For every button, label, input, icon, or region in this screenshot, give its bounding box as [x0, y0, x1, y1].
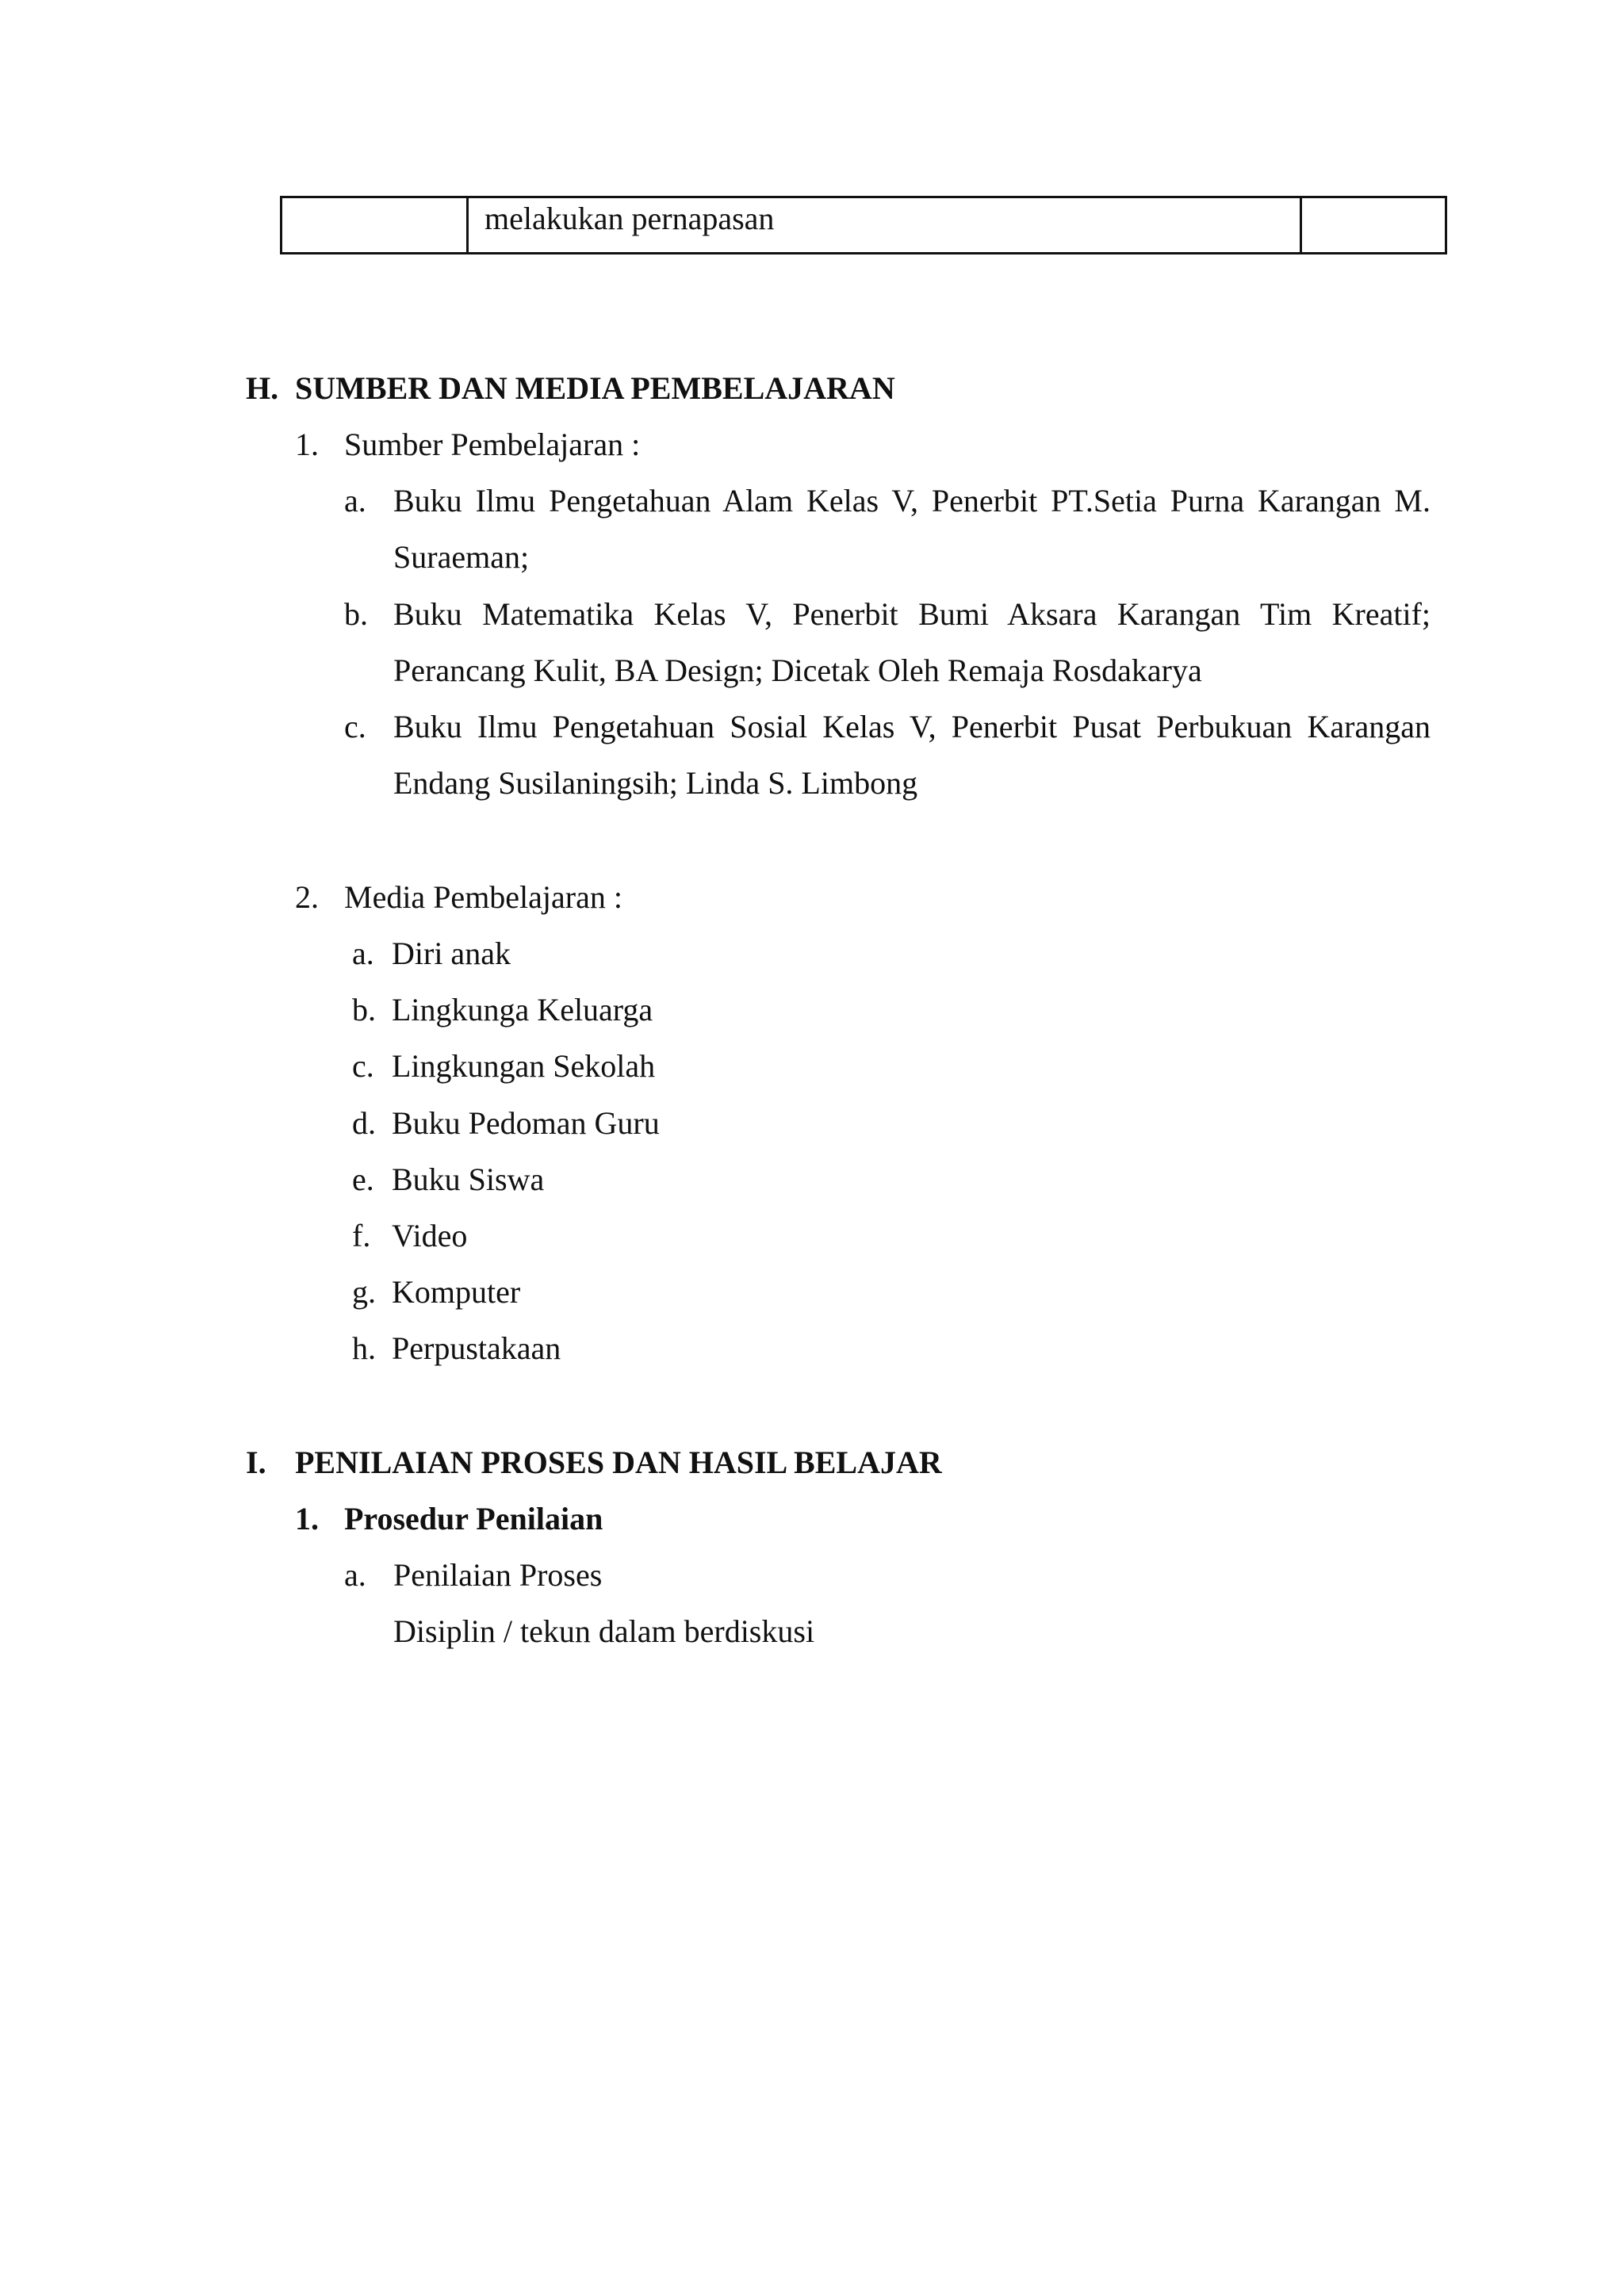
- media-item-letter: c.: [352, 1048, 374, 1084]
- sumber-item-a-line2: Suraeman;: [393, 539, 530, 575]
- sumber-label: Sumber Pembelajaran :: [344, 427, 641, 462]
- media-item-text: Buku Pedoman Guru: [392, 1105, 660, 1141]
- sumber-item-c-letter: c.: [344, 709, 366, 744]
- sumber-item-a-line1: Buku Ilmu Pengetahuan Alam Kelas V, Penerbit PT.Setia Purna Karangan M.: [393, 483, 1431, 519]
- sumber-item-a-letter: a.: [344, 483, 366, 519]
- media-item-text: Diri anak: [392, 936, 511, 971]
- penilaian-item-detail: Disiplin / tekun dalam berdiskusi: [393, 1613, 815, 1649]
- prosedur-number: 1.: [295, 1501, 319, 1536]
- table-fragment: [280, 196, 1447, 254]
- media-item-letter: d.: [352, 1105, 376, 1141]
- media-item-letter: b.: [352, 992, 376, 1027]
- section-i-title: PENILAIAN PROSES DAN HASIL BELAJAR: [295, 1445, 942, 1480]
- media-item-letter: e.: [352, 1161, 374, 1197]
- section-h-letter: H.: [246, 370, 279, 406]
- sumber-number: 1.: [295, 427, 319, 462]
- media-item-letter: h.: [352, 1330, 376, 1366]
- media-label: Media Pembelajaran :: [344, 879, 622, 915]
- penilaian-item-label: Penilaian Proses: [393, 1557, 603, 1593]
- media-item-letter: a.: [352, 936, 374, 971]
- section-i-letter: I.: [246, 1445, 266, 1480]
- media-item-text: Lingkunga Keluarga: [392, 992, 653, 1027]
- sumber-item-b-letter: b.: [344, 596, 368, 632]
- media-item-text: Video: [392, 1218, 468, 1253]
- media-item-text: Lingkungan Sekolah: [392, 1048, 656, 1084]
- table-cell-text: melakukan pernapasan: [485, 201, 775, 236]
- media-item-text: Buku Siswa: [392, 1161, 545, 1197]
- prosedur-label: Prosedur Penilaian: [344, 1501, 603, 1536]
- media-item-text: Komputer: [392, 1274, 521, 1310]
- penilaian-item-letter: a.: [344, 1557, 366, 1593]
- sumber-item-c-line2: Endang Susilaningsih; Linda S. Limbong: [393, 765, 918, 801]
- table-divider: [1300, 198, 1302, 252]
- sumber-item-b-line1: Buku Matematika Kelas V, Penerbit Bumi Aksara Karangan Tim Kreatif;: [393, 596, 1431, 632]
- media-item-text: Perpustakaan: [392, 1330, 561, 1366]
- sumber-item-c-line1: Buku Ilmu Pengetahuan Sosial Kelas V, Penerbit Pusat Perbukuan Karangan: [393, 709, 1431, 744]
- media-number: 2.: [295, 879, 319, 915]
- sumber-item-b-line2: Perancang Kulit, BA Design; Dicetak Oleh Remaja Rosdakarya: [393, 652, 1202, 688]
- section-h-title: SUMBER DAN MEDIA PEMBELAJARAN: [295, 370, 895, 406]
- table-divider: [466, 198, 469, 252]
- media-item-letter: g.: [352, 1274, 376, 1310]
- media-item-letter: f.: [352, 1218, 371, 1253]
